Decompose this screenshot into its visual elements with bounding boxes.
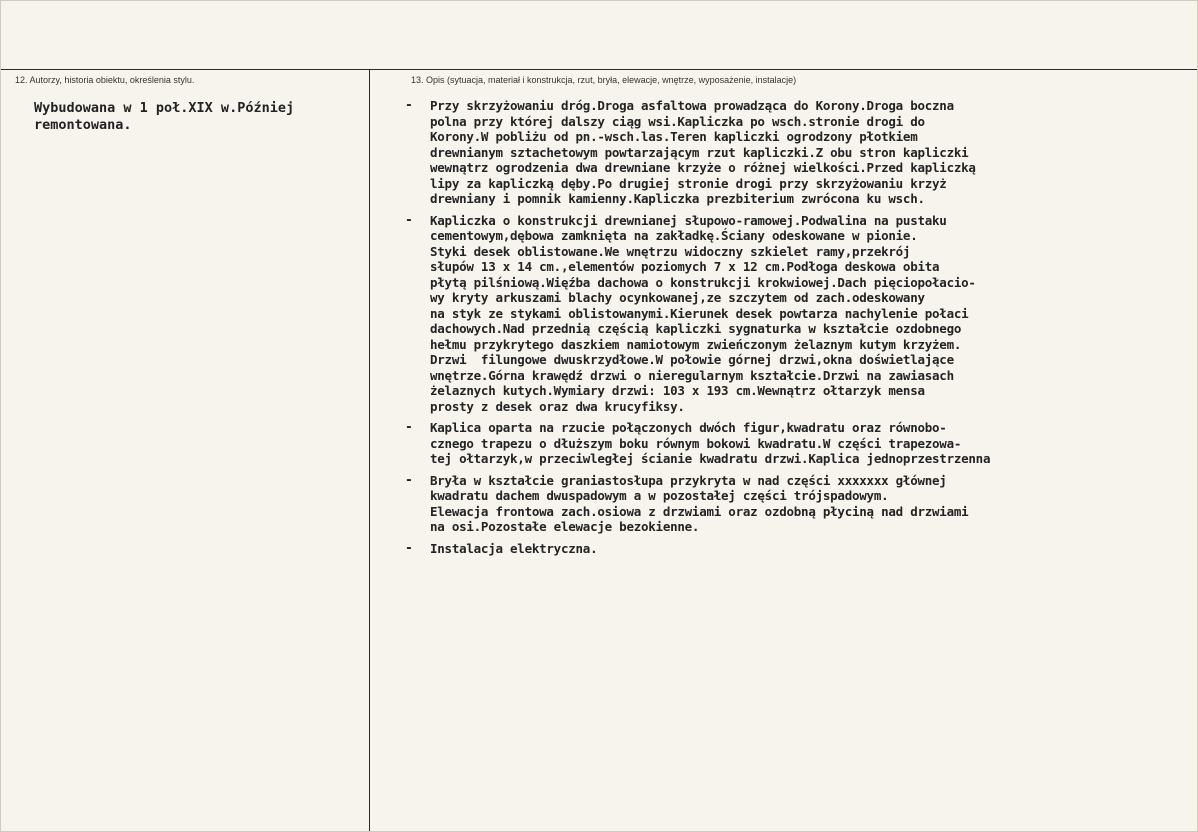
top-rule [1,69,1197,70]
description-text: Bryła w kształcie graniastosłupa przykryta w nad części xxxxxxx głównej kwadratu dachem dwuspadowym a w pozostałej części trójspadowym. Elewacja frontowa zach.osiowa z drzwiami oraz ozdobną płyciną nad drzwiami na osi.Pozostałe elewacje bezokienne. [430,472,969,534]
bullet-marker: - [405,98,413,113]
column-divider [369,69,370,831]
bullet-marker: - [405,212,413,228]
description-item-plan [405,420,1195,467]
description-item-installations [405,541,1195,557]
description-text: Kapliczka o konstrukcji drewnianej słupowo-ramowej.Podwalina na pustaku cementowym,dębowa zamknięta na zakładkę.Ściany odeskowane w pionie. Styki desek oblistowane.We wnętrzu widoczny szkielet ramy,przekrój słupów 13 x 14 cm.,elementów poziomych 7 x 12 cm.Podłoga deskowa obita płytą pilśniową.Więźba dachowa o konstrukcji krokwiowej.Dach pięciopołacio- wy kryty arkuszami blachy ocynkowanej,ze szczytem od zach.odeskowany na styk ze stykami oblistowanymi.Kierunek desek powtarza nachylenie połaci dachowych.Nad przednią częścią kapliczki sygnaturka w kształcie ozdobnego hełmu przykrytego daszkiem namiotowym zwieńczonym żelaznym kutym krzyżem. Drzwi filungowe dwuskrzydłowe.W połowie górnej drzwi,okna doświetlające wnętrze.Górna krawędź drzwi o nieregularnym kształcie.Drzwi na zawiasach żelaznych kutych.Wymiary drzwi: 103 x 193 cm.Wewnątrz ołtarzyk mensa prosty z desek oraz dwa krucyfiksy. [430,212,976,414]
description-text: Przy skrzyżowaniu dróg.Droga asfaltowa prowadząca do Korony.Droga boczna polna przy której dalszy ciąg wsi.Kapliczka po wsch.stronie drogi do Korony.W pobliżu od pn.-wsch.las.Teren kapliczki ogrodzony płotkiem drewnianym sztachetowym powtarzającym rzut kapliczki.Z obu stron kapliczki wewnątrz ogrodzenia dwa drewniane krzyże o różnej wielkości.Przed kapliczką lipy za kapliczką dęby.Po drugiej stronie drogi przy skrzyżowaniu krzyż drewniany i pomnik kamienny.Kapliczka prezbiterium zwrócona ku wsch. [430,98,976,206]
bullet-marker: - [405,472,413,488]
description-text: Instalacja elektryczna. [430,540,598,556]
description-list [405,98,1195,562]
bullet-marker: - [405,540,413,556]
description-item-location [405,98,1195,207]
description-item-massing [405,473,1195,535]
description-item-construction [405,213,1195,415]
authors-history-text: Wybudowana w 1 poł.XIX w.Później remontowana. [34,100,295,133]
field-12-header: 12. Autorzy, historia obiektu, określenia stylu. [15,75,195,85]
description-text: Kaplica oparta na rzucie połączonych dwóch figur,kwadratu oraz równobo- cznego trapezu o dłuższym boku równym bokowi kwadratu.W części trapezowa- tej ołtarzyk,w przeciwległej ścianie kwadratu drzwi.Kaplica jednoprzestrzenna [430,420,991,466]
field-13-header: 13. Opis (sytuacja, materiał i konstrukcja, rzut, bryła, elewacje, wnętrze, wyposażenie, instalacje) [411,75,797,85]
bullet-marker: - [405,420,413,435]
